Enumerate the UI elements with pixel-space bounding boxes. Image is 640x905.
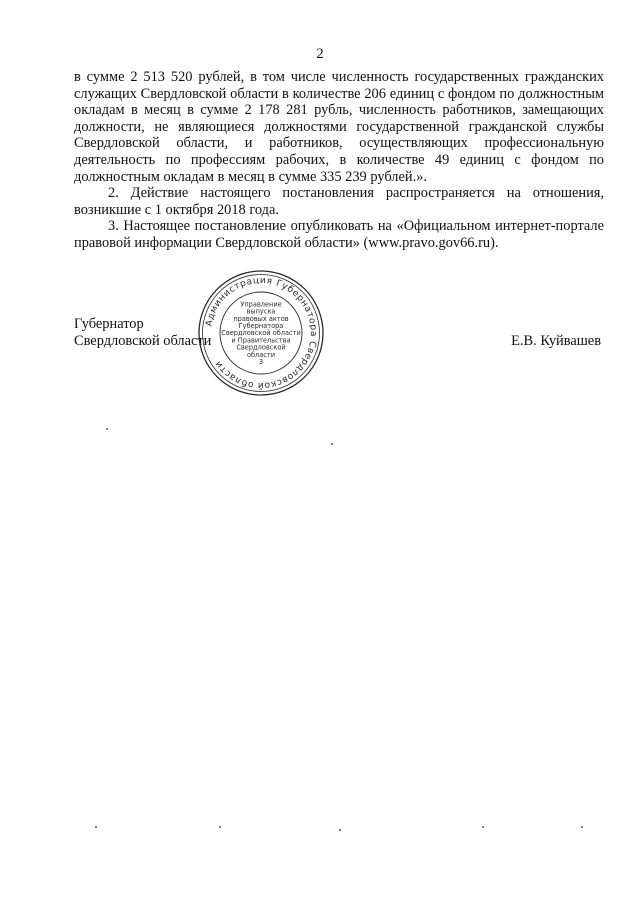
signature-block xyxy=(74,316,604,356)
seal-inner-line: Свердловской xyxy=(236,343,286,352)
signatory-title: Губернатор xyxy=(74,316,144,332)
seal-inner-line: выпуска xyxy=(246,307,276,316)
official-seal xyxy=(196,268,326,398)
seal-inner-line: 3 xyxy=(258,358,264,366)
paragraph-continuation: в сумме 2 513 520 рублей, в том числе численность государственных гражданских служащих Свердловской области в количестве 206 единиц с фондом по должностным окладам в месяц в сумме 2 178 281 рубль, численность работников, замещающих должности, не являющиеся должностями государственной гражданской службы Свердловской области, и работников, осуществляющих профессиональную деятельность по профессиям рабочих, в количестве 49 единиц с фондом по должностным окладам в месяц в сумме 335 239 рублей.». xyxy=(74,69,604,185)
seal-inner-line: Губернатора xyxy=(238,322,284,330)
seal-inner-line: правовых актов xyxy=(233,314,289,323)
seal-inner-line: области xyxy=(246,350,276,359)
seal-inner-line: и Правительства xyxy=(231,336,291,345)
document-body xyxy=(74,69,604,252)
paragraph-clause-3: 3. Настоящее постановление опубликовать на «Официальном интернет-портале правовой информации Свердловской области» (www.pravo.gov66.ru). xyxy=(74,218,604,251)
seal-inner-line: Свердловской области xyxy=(221,329,301,338)
seal-inner-line: Управление xyxy=(240,300,282,309)
paragraph-clause-2: 2. Действие настоящего постановления распространяется на отношения, возникшие с 1 октября 2018 года. xyxy=(74,185,604,218)
signatory-region: Свердловской области xyxy=(74,333,212,349)
signatory-name: Е.В. Куйвашев xyxy=(511,333,601,349)
svg-text:Администрация Губернатора Свер: Администрация Губернатора Свердловской области xyxy=(204,275,319,391)
page-number: 2 xyxy=(316,46,324,62)
